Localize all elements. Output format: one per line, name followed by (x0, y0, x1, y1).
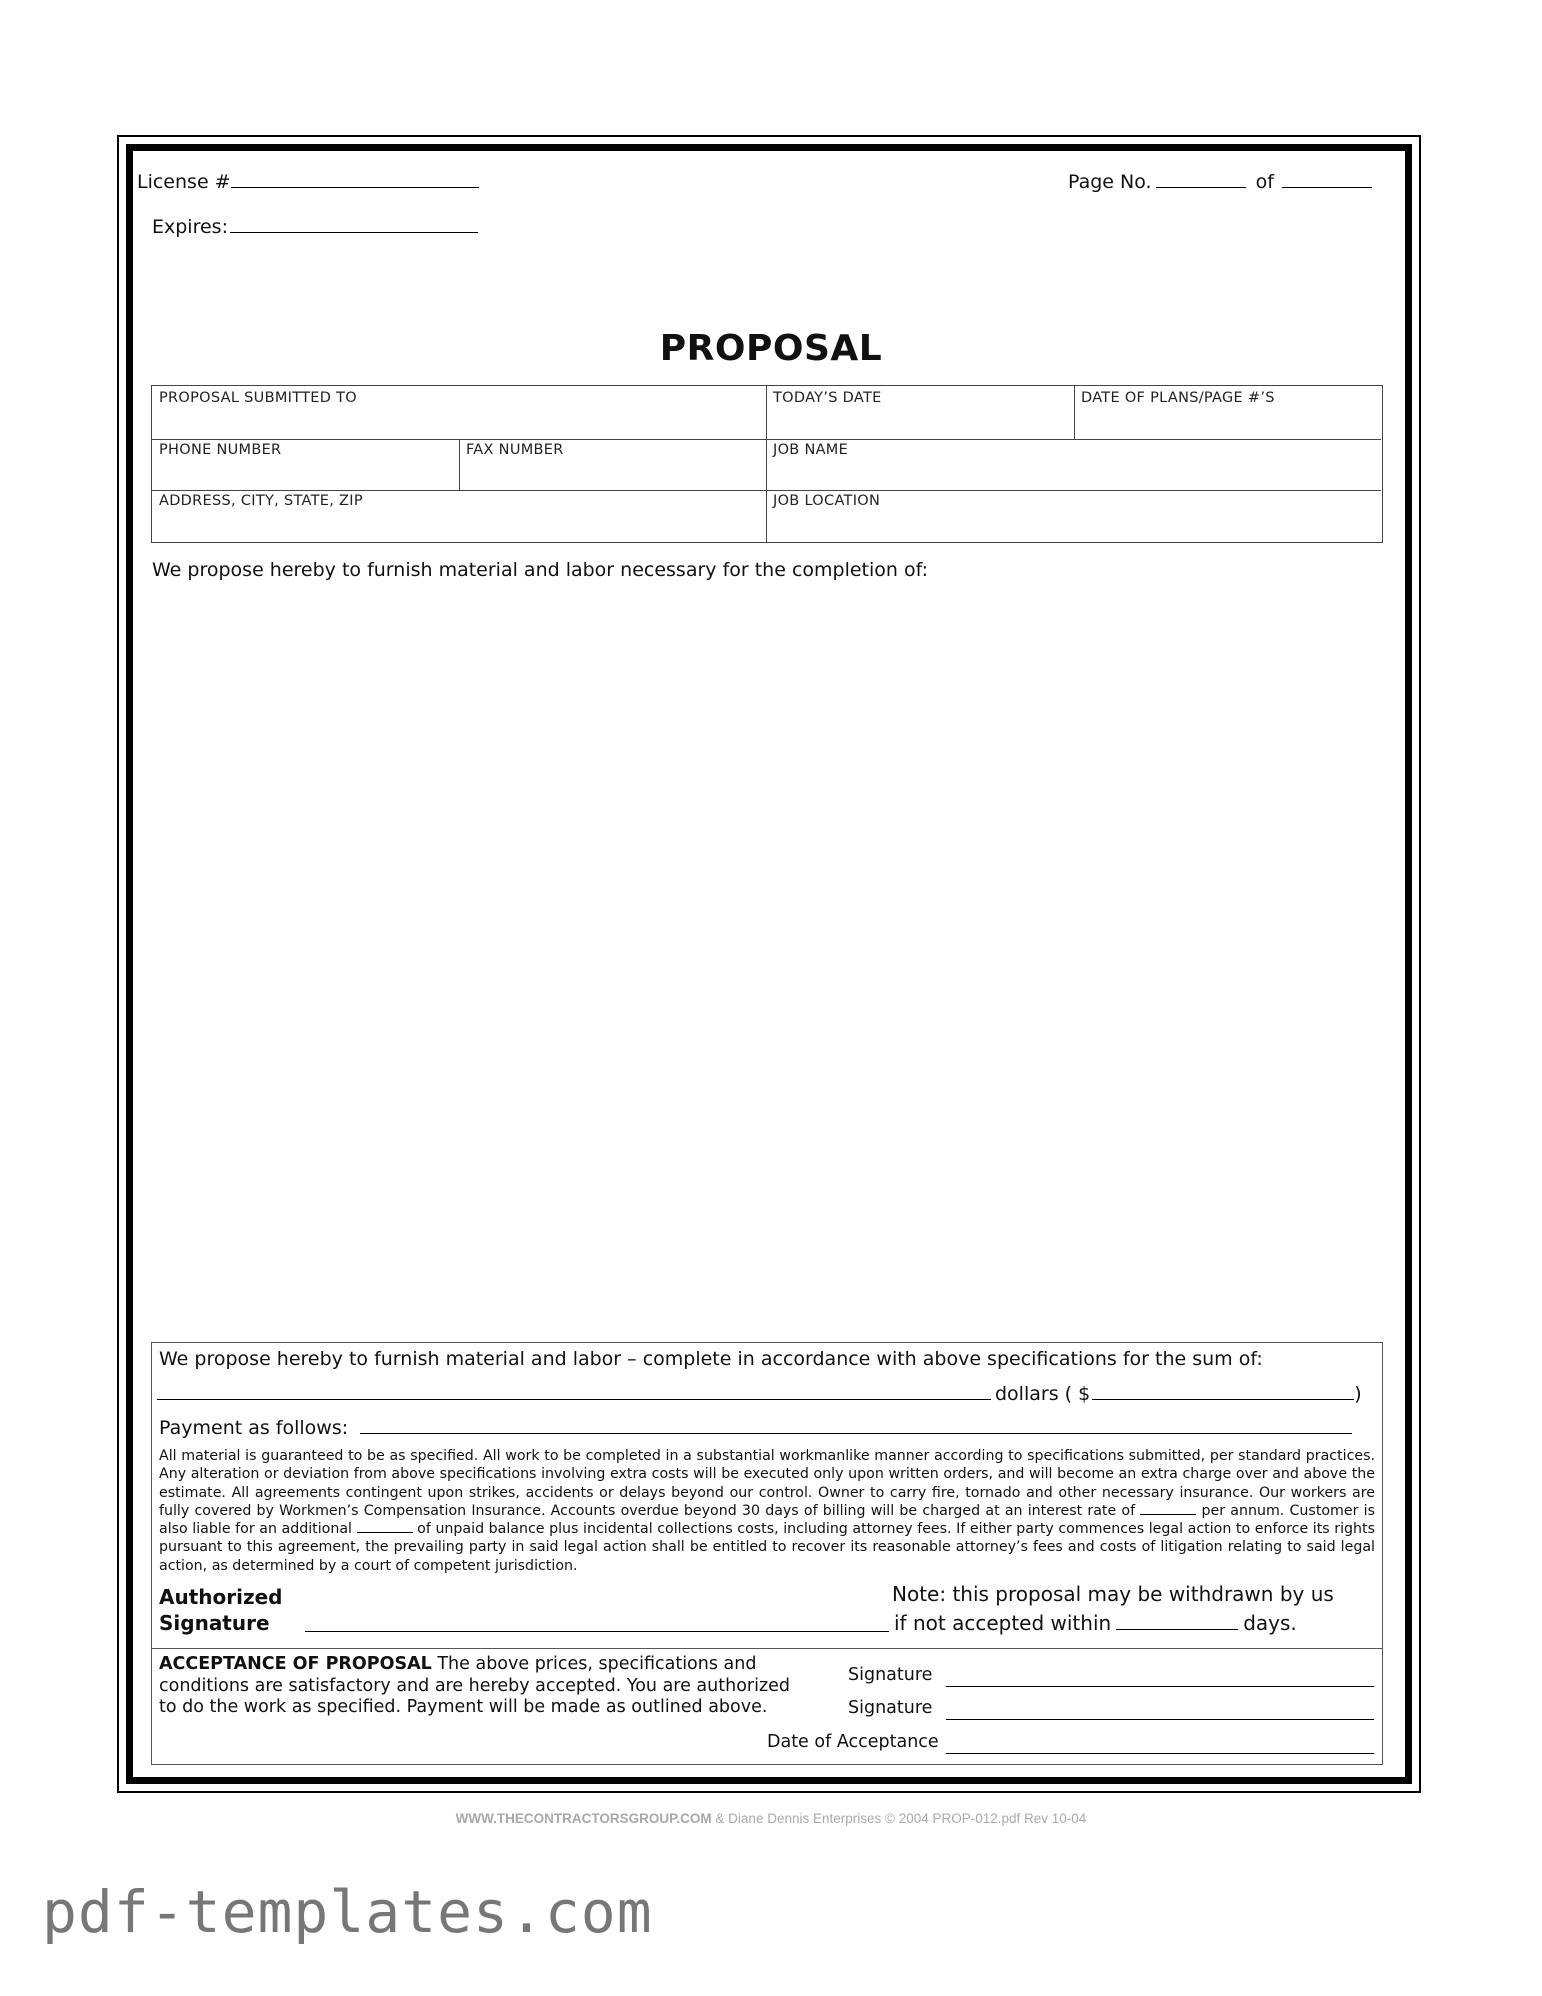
scope-intro-text: We propose hereby to furnish material and labor necessary for the completion of: (152, 559, 929, 581)
page-total-input-line[interactable] (1282, 169, 1372, 188)
grid-divider (1074, 386, 1075, 439)
fax-number-label: FAX NUMBER (466, 442, 564, 458)
proposal-submitted-to-label: PROPOSAL SUBMITTED TO (159, 390, 357, 406)
phone-number-label: PHONE NUMBER (159, 442, 282, 458)
authorized-signature-line[interactable] (305, 1631, 889, 1632)
address-label: ADDRESS, CITY, STATE, ZIP (159, 493, 363, 509)
withdraw-note-line1: Note: this proposal may be withdrawn by us (892, 1582, 1334, 1606)
page-title: PROPOSAL (659, 328, 883, 369)
dollars-label: dollars ( $ (995, 1383, 1091, 1405)
date-of-acceptance-label: Date of Acceptance (767, 1732, 939, 1752)
footer-site: WWW.THECONTRACTORSGROUP.COM (455, 1811, 712, 1826)
proposal-info-grid (151, 385, 1383, 543)
acceptance-text: ACCEPTANCE OF PROPOSAL The above prices, specifications and conditions are satisfactory and are hereby accepted. You are authorized to do the work as specified. Payment will be made as outlined above. (159, 1654, 791, 1717)
page-number-field (1068, 169, 1372, 193)
signature-1-label: Signature (848, 1665, 933, 1685)
terms-part3: of unpaid balance plus incidental collections costs, including attorney fees. If either party commences legal action to enforce its rights pursuant to this agreement, the prevailing party in said legal action shall be entitled to recover its reasonable attorney’s fees and costs of litigation relating to said legal action, as determined by a court of competent jurisdiction. (159, 1521, 1375, 1574)
watermark-text: pdf-templates.com (42, 1878, 653, 1946)
page-no-label: Page No. (1068, 171, 1152, 193)
todays-date-label: TODAY’S DATE (773, 390, 882, 406)
of-label: of (1255, 171, 1274, 193)
license-field (137, 169, 479, 193)
grid-divider (459, 439, 460, 490)
sum-intro-text: We propose hereby to furnish material and labor – complete in accordance with above specifications for the sum of: (159, 1348, 1263, 1370)
collection-percent-blank[interactable] (357, 1520, 413, 1533)
license-input-line[interactable] (231, 169, 479, 188)
terms-part1: All material is guaranteed to be as specified. All work to be completed in a substantial workmanlike manner according to specifications submitted, per standard practices. Any alteration or deviation from above specifications involving extra costs will be executed only upon written orders, and will become an extra charge over and above the estimate. All agreements contingent upon strikes, accidents or delays beyond our control. Owner to carry fire, tornado and other necessary insurance. Our workers are fully covered by Workmen’s Compensation Insurance. Accounts overdue beyond 30 days of billing will be charged at an interest rate of (159, 1448, 1375, 1519)
signature-2-label: Signature (848, 1698, 933, 1718)
sum-row (157, 1381, 1362, 1405)
scope-of-work-area[interactable] (152, 590, 1382, 1330)
license-label: License # (137, 171, 231, 193)
interest-rate-blank[interactable] (1140, 1502, 1196, 1515)
close-paren: ) (1354, 1383, 1362, 1405)
terms-part2: per annum. Customer is also liable for an additional (159, 1502, 1375, 1538)
expires-input-line[interactable] (230, 214, 478, 233)
footer-rest: & Diane Dennis Enterprises © 2004 PROP-012.pdf Rev 10-04 (711, 1811, 1087, 1826)
payment-terms-input-line[interactable] (360, 1415, 1352, 1434)
date-of-acceptance-line[interactable] (946, 1753, 1374, 1754)
signature-1-line[interactable] (946, 1686, 1374, 1687)
signature-2-line[interactable] (946, 1719, 1374, 1720)
job-location-label: JOB LOCATION (773, 493, 881, 509)
grid-divider (766, 386, 767, 542)
job-name-label: JOB NAME (773, 442, 849, 458)
acceptance-heading: ACCEPTANCE OF PROPOSAL (159, 1654, 432, 1674)
withdraw-note-line2: if not accepted within days. (894, 1611, 1297, 1635)
date-of-plans-label: DATE OF PLANS/PAGE #’S (1081, 390, 1275, 406)
payment-label: Payment as follows: (159, 1417, 349, 1439)
payment-row (159, 1415, 1352, 1439)
terms-text (159, 1447, 1375, 1575)
sum-amount-input-line[interactable] (1092, 1381, 1354, 1400)
days-input-line[interactable] (1116, 1611, 1238, 1630)
acceptance-divider (152, 1648, 1382, 1649)
footer-credit (0, 1811, 1542, 1826)
page-no-input-line[interactable] (1156, 169, 1246, 188)
sum-words-input-line[interactable] (157, 1381, 991, 1400)
authorized-signature-label: Authorized Signature (159, 1585, 283, 1635)
expires-field (152, 214, 478, 238)
expires-label: Expires: (152, 216, 228, 238)
